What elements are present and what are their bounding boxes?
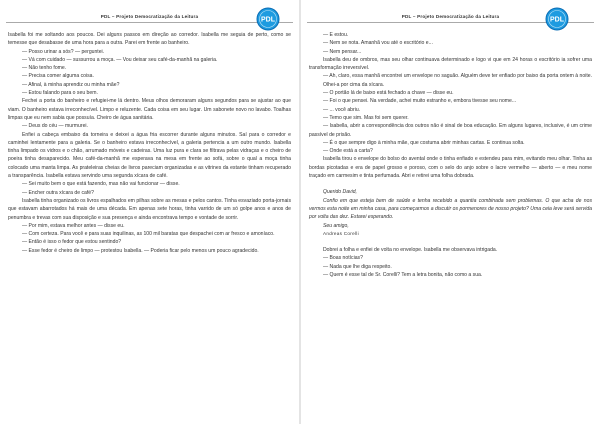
paragraph: — Temo que sim. Mas foi sem querer. (323, 114, 409, 121)
paragraph: Enfiei a cabeça embaixo da torneira e deixei a água fria escorrer durante alguns minutos. Saí para o corredor e caminhei lentamente para a galeria. Se o banheiro estava irreconhecível, a galeria pertencia a um outro mundo. Isabella tinha limpado os vidros e o chão, arrumado móveis e cadeiras. Uma luz pura e clara se filtrava pelas vidraças e o cheiro de poeira tinha desaparecido. Meu café-da-manhã me esperava na mesa em frente ao sofá, sobre o qual a moça tinha colocado uma manta limpa. As prateleiras cheias de livros pareciam organizadas e as vitrines da estante tinham recuperado a transparência. Isabella estava servindo uma segunda xícara de café. (8, 131, 291, 180)
paragraph: — Nem pensar... (323, 48, 362, 55)
paragraph: Olhei-a por cima da xícara. (323, 81, 385, 88)
paragraph: — Deus do céu — murmurei. (22, 123, 88, 130)
paragraph: — Então é isso o fedor que estou sentindo? (22, 239, 122, 246)
paragraph: — Esse fedor é cheiro de limpo — protestou Isabella. — Poderia ficar pelo menos um pouco agradecido. (22, 247, 259, 254)
paragraph: — Nem se nota. Amanhã vou até o escritório e... (323, 40, 433, 47)
paragraph: Dobrei a folha e enfiei de volta no envelope. Isabella me observava intrigada. (323, 247, 498, 254)
letter-body: Confio em que esteja bem de saúde e tenha recebido a quantia combinada sem problemas. O que acha de nos vermos esta noite em minha casa, para começarmos a discutir os pormenores de nosso projeto? Uma ceia leve será servida por volta das dez. Estarei esperando. (309, 197, 592, 221)
page-header-left: PDL – Projeto Democratização da Leitura (100, 14, 199, 19)
paragraph: — É o que sempre digo à minha mãe, que costuma abrir minhas cartas. E continua solta. (323, 139, 525, 146)
paragraph: — Com certeza. Para você e para suas inquilinas, as 100 mil baratas que despachei com ar fresco e amoníaco. (22, 231, 275, 238)
left-page (0, 0, 299, 424)
paragraph: — ... você abriu. (323, 106, 361, 113)
spacer (309, 180, 592, 188)
paragraph: — Onde está a carta? (323, 148, 373, 155)
left-page-body (8, 31, 291, 255)
spacer (309, 238, 592, 246)
paragraph: — Foi o que pensei. Na verdade, achei muito estranho e, embora tivesse seu nome... (323, 98, 517, 105)
paragraph: — Quem é esse tal de Sr. Corelli? Tem a letra bonita, não como a sua. (323, 272, 483, 279)
paragraph: — O portão lá de baixo está fechado a chave — disse eu. (323, 90, 454, 97)
paragraph: Isabella foi me soltando aos poucos. Dei alguns passos em direção ao corredor. Isabella me seguia de perto, como se temesse que desabasse de uma hora para a outra. Parei em frente ao banheiro. (8, 32, 291, 47)
paragraph: Isabella tinha organizado os livros espalhados em pilhas sobre as mesas e pelos cantos. Tinha esvaziado porta-jornais que estavam abarrotados há mais de uma década. Em apenas sete horas, tinha varrido de um só golpe anos e anos de penumbra e trevas com sua disposição e sua presença e ainda encontrava tempo e vontade de sorrir. (8, 197, 291, 221)
paragraph: — Estou falando para o seu bem. (22, 90, 98, 97)
paragraph: — Ah, claro, essa manhã encontrei um envelope no saguão. Alguém deve ter enfiado por baixo da porta ontem à noite. (323, 73, 593, 80)
header-divider-left (6, 22, 293, 23)
paragraph: Isabella tirou o envelope do bolso do avental onde o tinha enfiado e estendeu para mim, evitando meu olhar. Tinha as bordas picotadas e era de papel grosso e poroso, com o selo do anjo sobre o lacre vermelho — aberto — e meu nome traçado em carmesim e tinta perfumada. Abri e retirei uma folha dobrada. (309, 156, 592, 180)
paragraph: — Por mim, estava melhor antes — disse eu. (22, 222, 125, 229)
letter-salutation: Querido David, (323, 189, 357, 196)
paragraph: — Não tenho fome. (22, 65, 67, 72)
paragraph: Isabella deu de ombros, mas seu olhar continuava determinado e logo vi que em 24 horas o escritório ia sofrer uma transformação irreversível. (309, 56, 592, 72)
paragraph: — Precisa comer alguma coisa. (22, 73, 94, 80)
pdl-logo-icon (545, 7, 569, 31)
letter-closing: Seu amigo, (323, 222, 349, 229)
paragraph: — Boas notícias? (323, 255, 363, 262)
letter-signature: Andreas Corelli (323, 230, 359, 236)
paragraph: — Afinal, à minha aprendiz ou minha mãe? (22, 81, 120, 88)
right-page-body (309, 31, 592, 279)
paragraph: — Vá com cuidado — sussurrou a moça. — Vou deixar seu café-da-manhã na galeria. (22, 56, 218, 63)
paragraph: Fechei a porta do banheiro e refugiei-me lá dentro. Meus olhos demoraram alguns segundos para se ajustar ao que viam. O banheiro estava irreconhecível. Limpo e reluzente. Cada coisa em seu lugar. Um sabonete novo no lavabo. Toalhas limpas que eu nem sabia que possuía. Cheiro de água sanitária. (8, 98, 291, 121)
logo-text: PDL (261, 16, 275, 24)
paragraph: — Isabella, abrir a correspondência dos outros não é sinal de boa educação. Em alguns lugares, inclusive, é um crime passível de prisão. (309, 123, 592, 138)
paragraph: — Posso urinar a sós? — perguntei. (22, 48, 105, 55)
logo-text: PDL (550, 16, 564, 24)
paragraph: — Encher outra xícara de café? (22, 189, 94, 196)
paragraph: — Nada que lhe diga respeito. (323, 263, 392, 270)
pdl-logo-icon (256, 7, 280, 31)
paragraph: — Sei muito bem o que está fazendo, mas não vai funcionar — disse. (22, 181, 180, 188)
paragraph: — E estou. (323, 32, 349, 38)
right-page (301, 0, 600, 424)
page-header-right: PDL – Projeto Democratização da Leitura (401, 14, 500, 19)
